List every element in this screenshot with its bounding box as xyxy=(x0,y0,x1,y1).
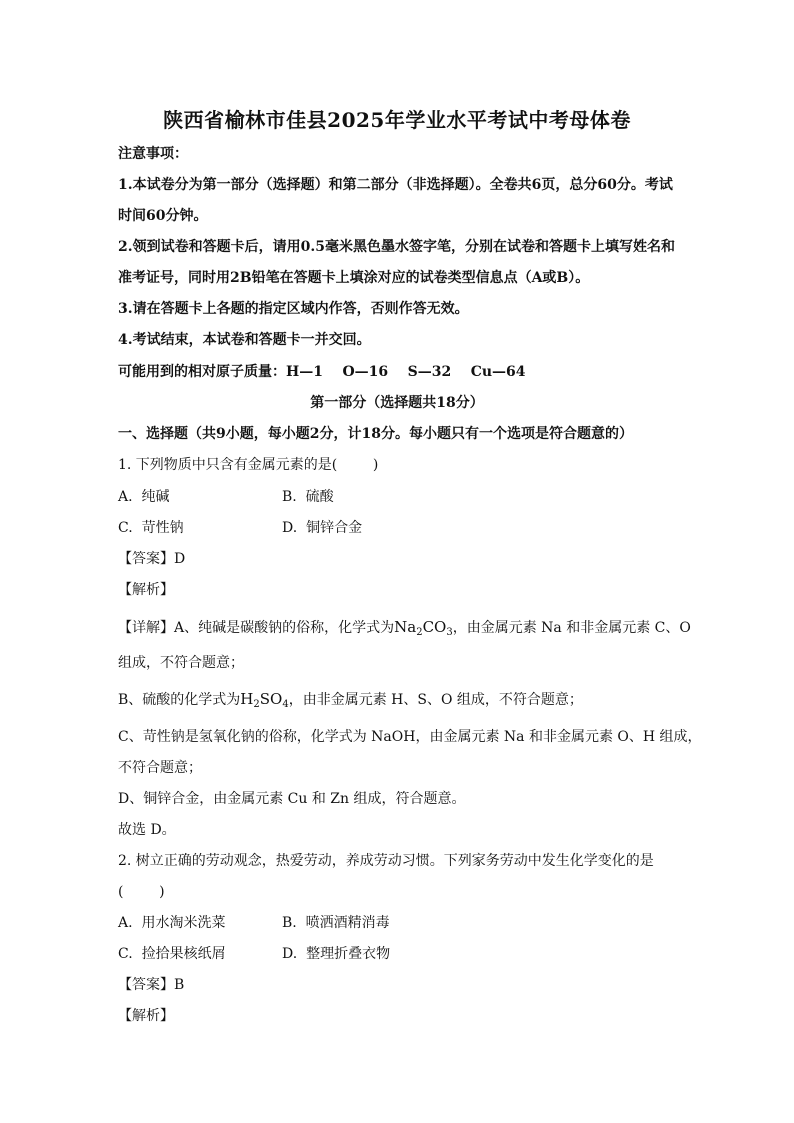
formula-subscript: 3 xyxy=(446,627,453,638)
formula-part: CO xyxy=(422,618,447,636)
notice-item-4: 4.考试结束，本试卷和答题卡一并交回。 xyxy=(118,332,371,348)
part-1-heading: 第一部分（选择题共18分） xyxy=(310,395,484,411)
atomic-masses: 可能用到的相对原子质量：H—1 O—16 S—32 Cu—64 xyxy=(118,364,526,380)
question-1-option-d: D. 铜锌合金 xyxy=(282,520,363,536)
notice-item-2-line-1: 2.领到试卷和答题卡后，请用0.5毫米黑色墨水签字笔，分别在试卷和答题卡上填写姓名和 xyxy=(118,239,675,255)
question-1-option-a: A. 纯碱 xyxy=(118,489,170,505)
notice-item-1-line-1: 1.本试卷分为第一部分（选择题）和第二部分（非选择题）。全卷共6页，总分60分。考试 xyxy=(118,177,673,193)
formula-h2so4 xyxy=(240,690,288,708)
section-1-heading: 一、选择题（共9小题，每小题2分，计18分。每小题只有一个选项是符合题意的） xyxy=(118,426,633,442)
question-1-detail-c-line-1: C、苛性钠是氢氧化钠的俗称，化学式为 NaOH，由金属元素 Na 和非金属元素 O、H 组成， xyxy=(118,729,702,745)
notice-item-3: 3.请在答题卡上各题的指定区域内作答，否则作答无效。 xyxy=(118,301,469,317)
formula-part: SO xyxy=(259,690,283,708)
notice-item-1-line-2: 时间60分钟。 xyxy=(118,208,208,224)
question-2-option-a: A. 用水淘米洗菜 xyxy=(118,915,226,931)
detail-b-prefix: B、硫酸的化学式为 xyxy=(118,692,241,708)
question-2-analysis-label: 【解析】 xyxy=(118,1008,174,1024)
question-1-option-c: C. 苛性钠 xyxy=(118,520,184,536)
detail-a-suffix: ，由金属元素 Na 和非金属元素 C、O xyxy=(452,620,691,636)
detail-a-prefix: 【详解】A、纯碱是碳酸钠的俗称，化学式为 xyxy=(118,620,395,636)
question-2-option-d: D. 整理折叠衣物 xyxy=(282,946,391,962)
question-2-answer: 【答案】B xyxy=(118,977,185,993)
detail-b-suffix: ，由非金属元素 H、S、O 组成，不符合题意； xyxy=(288,692,583,708)
question-1-detail-a-line-2: 组成，不符合题意； xyxy=(118,655,244,671)
question-1-option-b: B. 硫酸 xyxy=(282,489,334,505)
question-1-stem: 1. 下列物质中只含有金属元素的是( ) xyxy=(118,457,379,473)
question-1-detail-c-line-2: 不符合题意； xyxy=(118,760,202,776)
page-title: 陕西省榆林市佳县2025年学业水平考试中考母体卷 xyxy=(163,108,631,132)
formula-subscript: 2 xyxy=(416,627,423,638)
formula-subscript: 2 xyxy=(253,699,260,710)
question-1-answer: 【答案】D xyxy=(118,551,186,567)
question-1-detail-b xyxy=(118,690,583,709)
formula-subscript: 4 xyxy=(282,699,289,710)
notice-item-2-line-2: 准考证号，同时用2B铅笔在答题卡上填涂对应的试卷类型信息点（A或B）。 xyxy=(118,270,590,286)
question-1-detail-a xyxy=(118,618,691,637)
question-2-option-c: C. 捡拾果核纸屑 xyxy=(118,946,226,962)
formula-part: Na xyxy=(394,618,417,636)
question-1-detail-d: D、铜锌合金，由金属元素 Cu 和 Zn 组成，符合题意。 xyxy=(118,791,466,807)
question-1-conclusion: 故选 D。 xyxy=(118,822,176,838)
question-2-stem-line-1: 2. 树立正确的劳动观念，热爱劳动，养成劳动习惯。下列家务劳动中发生化学变化的是 xyxy=(118,853,654,869)
question-1-analysis-label: 【解析】 xyxy=(118,582,174,598)
formula-part: H xyxy=(240,690,254,708)
formula-na2co3 xyxy=(394,618,453,636)
question-2-option-b: B. 喷洒酒精消毒 xyxy=(282,915,390,931)
question-2-stem-line-2: ( ) xyxy=(118,884,165,900)
notice-heading: 注意事项： xyxy=(118,146,188,162)
